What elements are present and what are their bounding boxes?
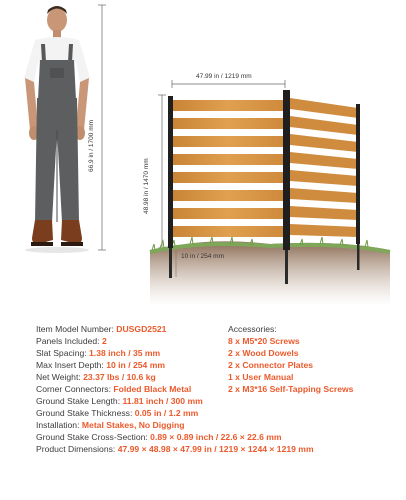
accessories-title: Accessories:	[228, 324, 277, 334]
spec-slat-spacing: Slat Spacing: 1.38 inch / 35 mm	[36, 348, 161, 358]
side-panel	[290, 98, 358, 237]
spec-stake-length: Ground Stake Length: 11.81 inch / 300 mm	[36, 396, 203, 406]
spec-insert-depth: Max Insert Depth: 10 in / 254 mm	[36, 360, 165, 370]
accessory-item: 8 x M5*20 Screws	[228, 336, 300, 346]
fence-height-label: 48.98 in / 1470 mm	[143, 158, 150, 214]
spec-product-dimensions: Product Dimensions: 47.99 × 48.98 × 47.99 in / 1219 × 1244 × 1219 mm	[36, 444, 314, 454]
spec-net-weight: Net Weight: 23.37 lbs / 10.6 kg	[36, 372, 156, 382]
person-height-label: 66.9 in / 1700 mm	[88, 119, 95, 172]
spec-stake-cross-section: Ground Stake Cross-Section: 0.89 × 0.89 inch / 22.6 × 22.6 mm	[36, 432, 282, 442]
front-panel	[172, 100, 284, 237]
insert-depth-label: 10 in / 254 mm	[181, 253, 224, 260]
spec-stake-thickness: Ground Stake Thickness: 0.05 in / 1.2 mm	[36, 408, 199, 418]
accessory-item: 2 x M3*16 Self-Tapping Screws	[228, 384, 354, 394]
fence-width-label: 47.99 in / 1219 mm	[196, 73, 252, 80]
specifications	[0, 318, 406, 500]
spec-model: Item Model Number: DUSGD2521	[36, 324, 167, 334]
accessory-item: 1 x User Manual	[228, 372, 294, 382]
accessory-item: 2 x Wood Dowels	[228, 348, 299, 358]
spec-panels: Panels Included: 2	[36, 336, 107, 346]
spec-installation: Installation: Metal Stakes, No Digging	[36, 420, 185, 430]
accessory-item: 2 x Connector Plates	[228, 360, 314, 370]
spec-corner-connectors: Corner Connectors: Folded Black Metal	[36, 384, 192, 394]
